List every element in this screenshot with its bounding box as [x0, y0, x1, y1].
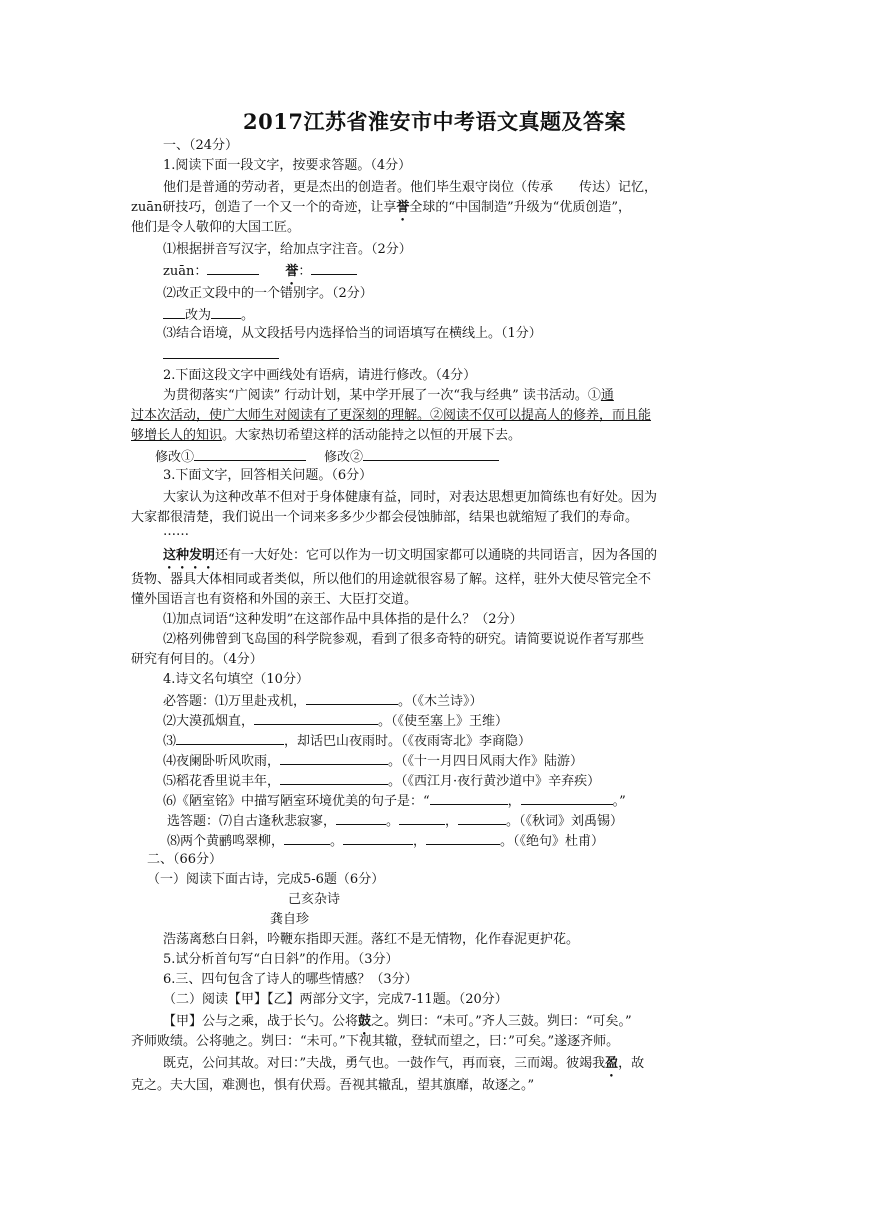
q4-line: ⑵大漠孤烟直， 。（《使至塞上》王维） [163, 710, 508, 732]
q5: 5.试分析首句写“白日斜”的作用。（3分） [163, 952, 399, 967]
answer-blank[interactable] [426, 830, 500, 845]
poem-title: 己亥杂诗 [288, 892, 341, 907]
q2-fix-answers: 修改① 修改② [155, 446, 499, 468]
section-one-heading: 一、（24分） [163, 138, 239, 153]
poem-author: 龚自珍 [270, 912, 310, 927]
answer-blank[interactable] [163, 304, 185, 319]
answer-blank[interactable] [284, 830, 330, 845]
q1-heading: 1.阅读下面一段文字，按要求答题。（4分） [163, 158, 412, 173]
q3-sub1: ⑴加点词语“这种发明”在这部作品中具体指的是什么？（2分） [163, 612, 523, 627]
q1-passage-line: 他们是令人敬仰的大国工匠。 [131, 220, 301, 235]
q6: 6.三、四句包含了诗人的哪些情感？（3分） [163, 972, 418, 987]
dotted-char: 誉 [396, 200, 410, 215]
passage-jia-line: 齐师败绩。公将驰之。刿曰：“未可。”下视其辙，登轼而望之，曰：”可矣。”遂逐齐师。 [131, 1034, 620, 1049]
answer-blank[interactable] [311, 260, 357, 275]
q2-heading: 2.下面这段文字中画线处有语病，请进行修改。（4分） [163, 368, 477, 383]
q4-line: ⑷夜阑卧听风吹雨， 。（《十一月四日风雨大作》陆游） [163, 750, 583, 772]
q3-passage-line: 懂外国语言也有资格和外国的亲王、大臣打交道。 [131, 592, 418, 607]
q2-passage-line: 够增长人的知识。大家热切希望这样的活动能持之以恒的开展下去。 [131, 428, 522, 443]
q3-heading: 3.下面文字，回答相关问题。（6分） [163, 468, 373, 483]
q3-passage-line: 大家认为这种改革不但对于身体健康有益，同时，对表达思想更加简练也有好处。因为 [163, 490, 658, 505]
answer-blank[interactable] [207, 260, 259, 275]
answer-blank[interactable] [343, 830, 413, 845]
q4-line: 必答题：⑴万里赴戎机， 。（《木兰诗》） [163, 690, 483, 712]
part2-heading: （二）阅读【甲】【乙】两部分文字，完成7-11题。（20分） [163, 992, 508, 1007]
q1-sub2: ⑵改正文段中的一个错别字。（2分） [163, 286, 373, 301]
q3-passage-line: 大家都很清楚，我们说出一个词来多多少少都会侵蚀肺部，结果也就缩短了我们的寿命。 [131, 510, 639, 525]
q1-sub3-answer [163, 344, 279, 366]
passage-jia-line: 既克，公问其故。对曰：”夫战，勇气也。一鼓作气，再而衰，三而竭。彼竭我盈，故 [163, 1056, 645, 1071]
dotted-char: 盈 [605, 1056, 619, 1071]
q1-passage-line: 他们是普通的劳动者，更是杰出的创造者。他们毕生艰守岗位（传承 传达）记忆， [163, 180, 658, 195]
q1-sub1: ⑴根据拼音写汉字，给加点字注音。（2分） [163, 242, 412, 257]
q4-line: ⑸稻花香里说丰年， 。（《西江月·夜行黄沙道中》辛弃疾） [163, 770, 600, 792]
section-two-heading: 二、（66分） [147, 852, 223, 867]
q1-sub1-answers: zuān： 誉： [163, 260, 357, 288]
q1-sub2-answers: 改为 。 [163, 304, 254, 326]
answer-blank[interactable] [521, 790, 613, 805]
q3-passage-line: 这种发明还有一大好处：它可以作为一切文明国家都可以通晓的共同语言，因为各国的 [163, 548, 658, 563]
poem-text: 浩荡离愁白日斜，吟鞭东指即天涯。落红不是无情物，化作春泥更护花。 [163, 932, 580, 947]
q1-sub3: ⑶结合语境，从文段括号内选择恰当的词语填写在横线上。（1分） [163, 326, 542, 341]
q2-passage-line: 为贯彻落实“广阅读” 行动计划，某中学开展了一次“我与经典” 读书活动。①通 [163, 388, 614, 403]
q4-heading: 4.诗文名句填空（10分） [163, 672, 309, 687]
ellipsis: …… [163, 524, 189, 539]
q4-line: ⑹《陋室铭》中描写陋室环境优美的句子是：“ ， 。” [163, 790, 626, 812]
dotted-char: 鼓 [358, 1014, 372, 1029]
q4-line: ⑻两个黄鹂鸣翠柳， 。 ， 。（《绝句》杜甫） [167, 830, 604, 852]
q4-line: ⑶ ，却话巴山夜雨时。（《夜雨寄北》李商隐） [163, 730, 531, 752]
answer-blank[interactable] [194, 446, 306, 461]
q3-sub2-cont: 研究有何目的。（4分） [131, 652, 263, 667]
answer-blank[interactable] [336, 810, 386, 825]
answer-blank[interactable] [280, 750, 388, 765]
page-title: 2017江苏省淮安市中考语文真题及答案 [243, 109, 626, 134]
answer-blank[interactable] [163, 344, 279, 359]
passage-jia-line: 【甲】公与之乘，战于长勺。公将鼓之。刿曰：“未可。”齐人三鼓。刿曰：“可矣。” [163, 1014, 632, 1029]
q3-sub2: ⑵格列佛曾到飞岛国的科学院参观，看到了很多奇特的研究。请简要说说作者写那些 [163, 632, 645, 647]
answer-blank[interactable] [458, 810, 506, 825]
q4-line: 选答题：⑺自古逢秋悲寂寥， 。 ， 。（《秋词》刘禹锡） [167, 810, 623, 832]
answer-blank[interactable] [363, 446, 499, 461]
dotted-phrase: 这种发明 [163, 548, 216, 563]
answer-blank[interactable] [211, 304, 241, 319]
q1-passage-line: zuān研技巧，创造了一个又一个的奇迹，让享誉全球的“中国制造”升级为“优质创造”， [131, 200, 631, 215]
q2-passage-line: 过本次活动，使广大师生对阅读有了更深刻的理解。②阅读不仅可以提高人的修养，而且能 [131, 408, 652, 423]
answer-blank[interactable] [430, 790, 508, 805]
q3-passage-line: 货物、器具大体相同或者类似，所以他们的用途就很容易了解。这样，驻外大使尽管完全不 [131, 572, 652, 587]
part1-heading: （一）阅读下面古诗，完成5-6题（6分） [147, 872, 385, 887]
answer-blank[interactable] [306, 690, 398, 705]
answer-blank[interactable] [280, 770, 388, 785]
passage-jia-line: 克之。夫大国，难测也，惧有伏焉。吾视其辙乱，望其旗靡，故逐之。” [131, 1078, 535, 1093]
answer-blank[interactable] [399, 810, 445, 825]
answer-blank[interactable] [176, 730, 284, 745]
answer-blank[interactable] [254, 710, 378, 725]
